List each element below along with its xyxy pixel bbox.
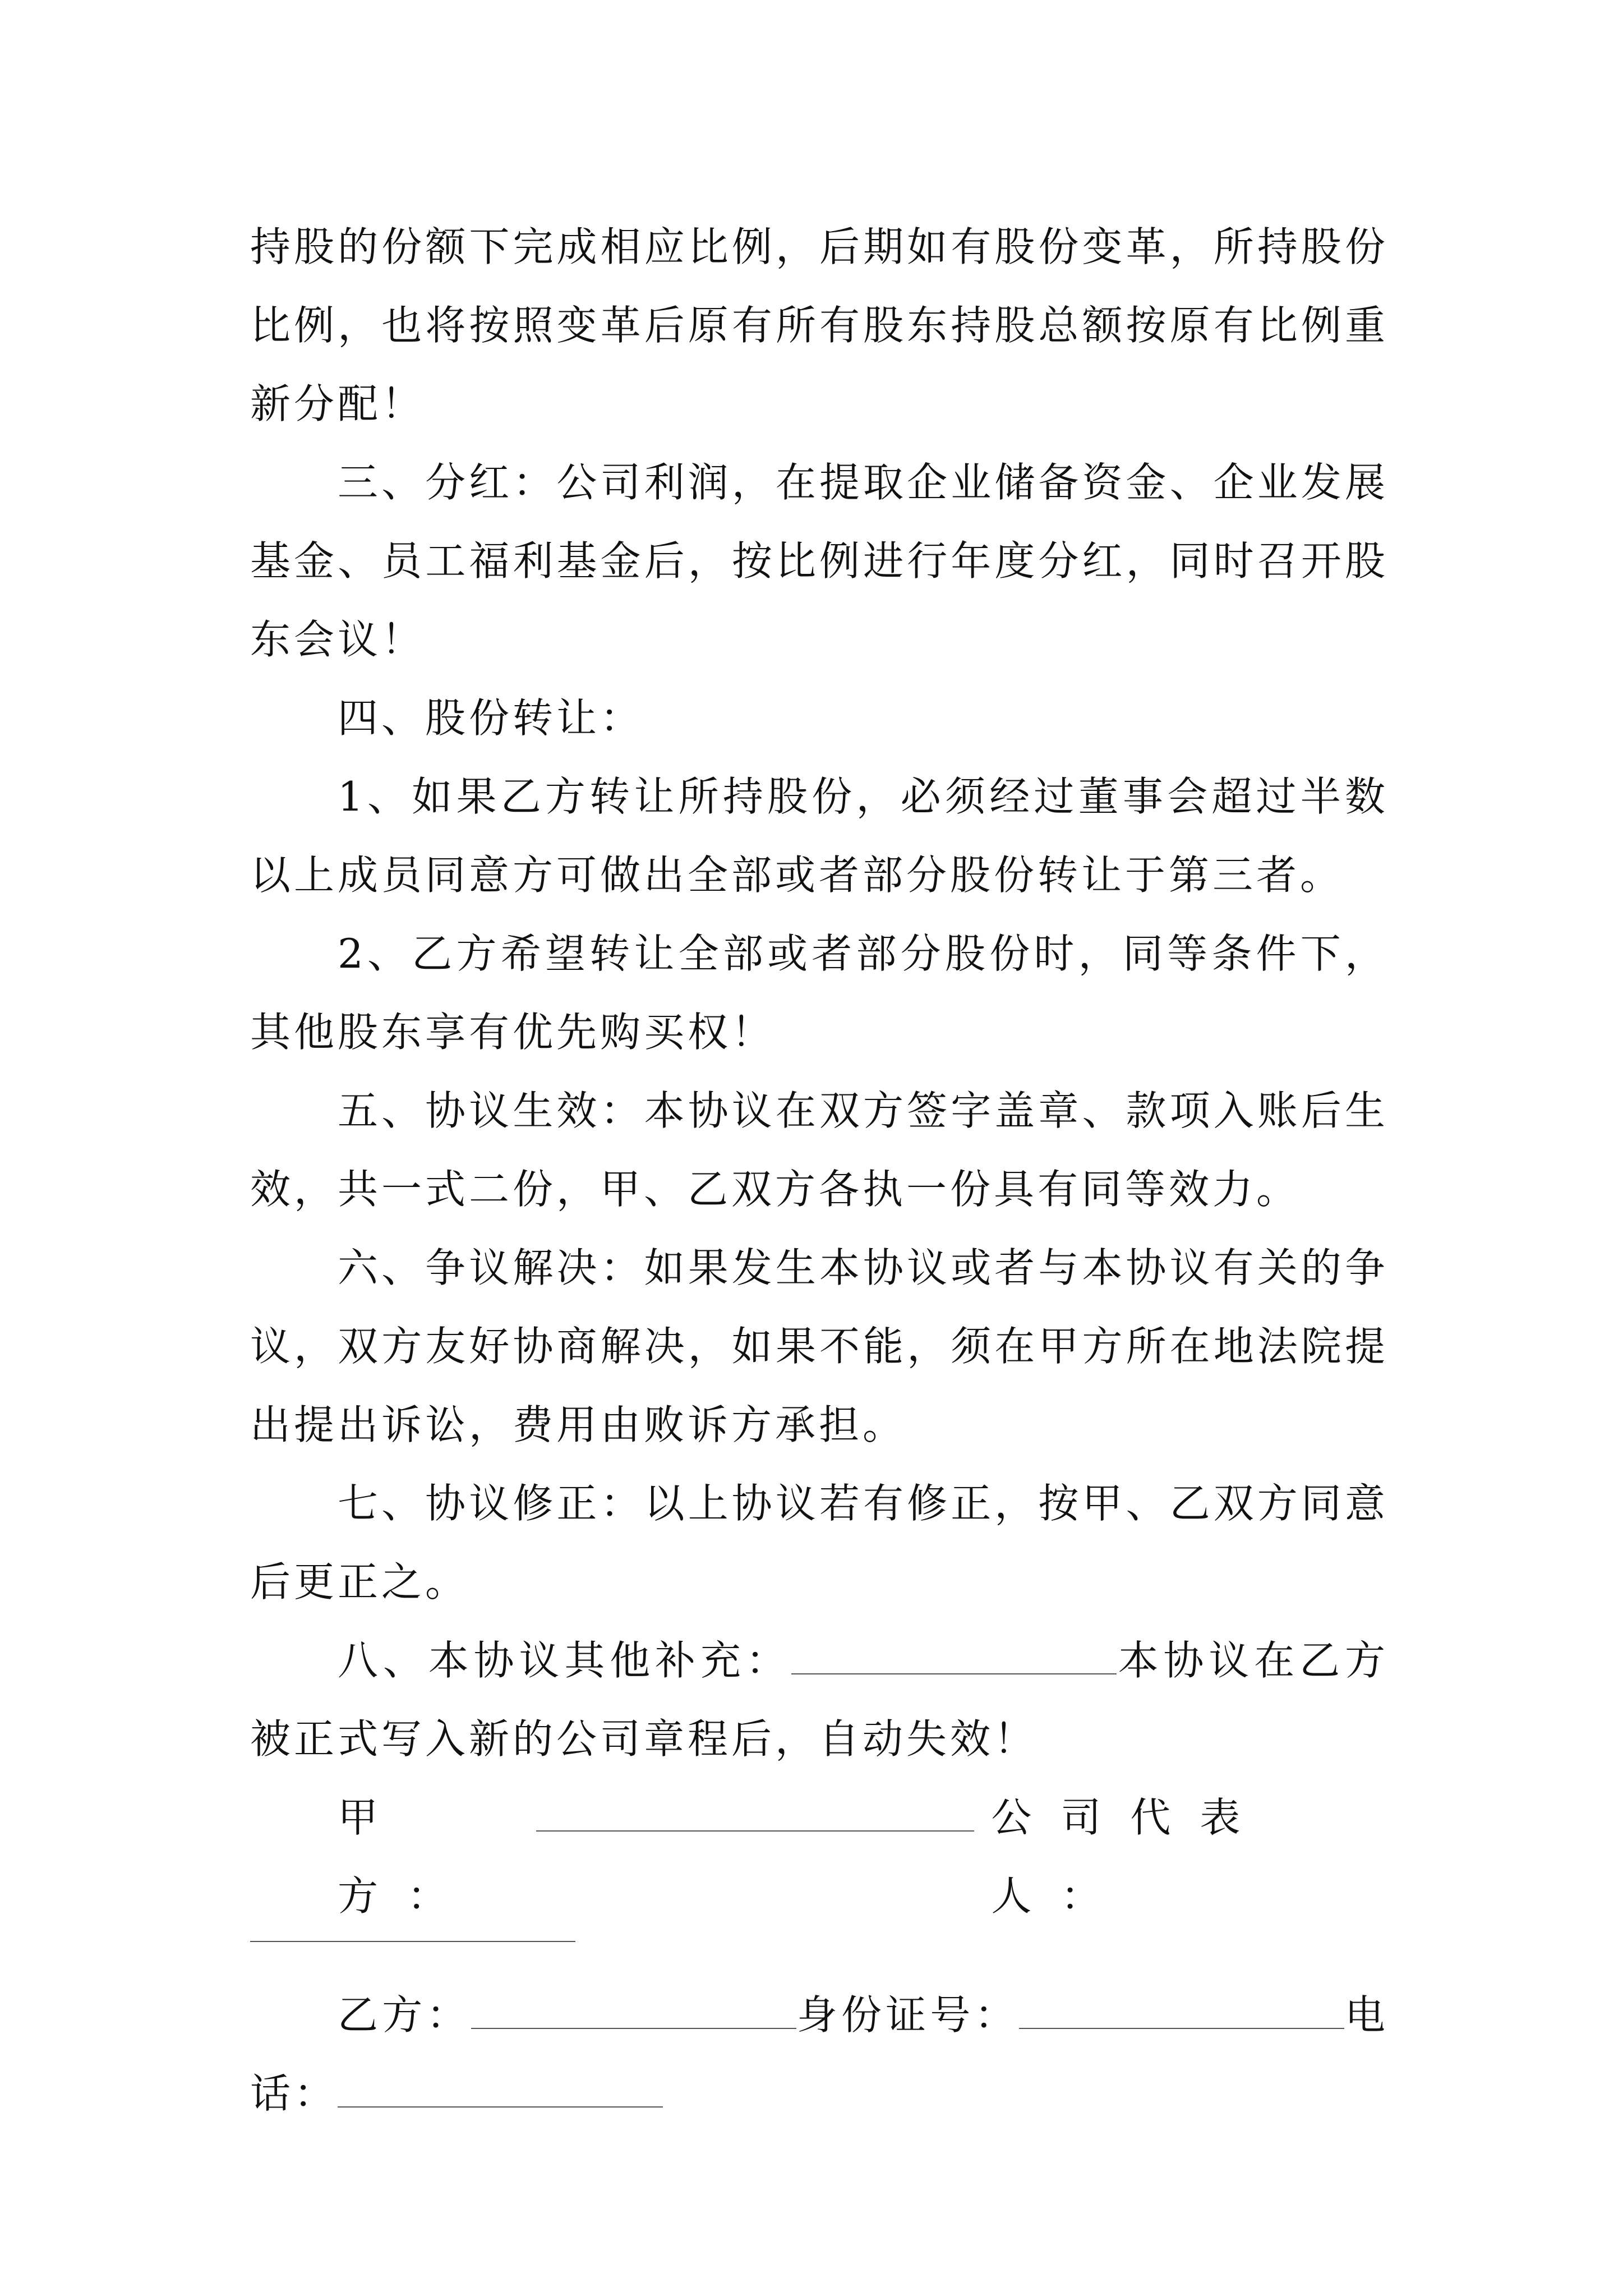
party-b-label: 乙方： — [338, 1991, 471, 2039]
paragraph-transfer-item-1: 1、如果乙方转让所持股份，必须经过董事会超过半数以上成员同意方可做出全部或者部分股份转让于第三者。 — [250, 773, 1389, 899]
id-number-label: 身份证号： — [796, 1991, 1019, 2039]
representative-label: 公司代表人： — [991, 1794, 1270, 1920]
representative-blank-line[interactable] — [250, 1941, 575, 1942]
party-a-blank-line[interactable] — [536, 1797, 974, 1832]
paragraph-share-transfer-heading: 四、股份转让： — [338, 694, 644, 742]
document-page — [250, 208, 1389, 2133]
supplement-suffix: 本协议在乙方被正式写入新的公司章程后，自动失效！ — [250, 1637, 1389, 1763]
supplement-blank-line[interactable] — [791, 1640, 1117, 1674]
paragraph-effectiveness: 五、协议生效：本协议在双方签字盖章、款项入账后生效，共一式二份，甲、乙双方各执一份具有同等效力。 — [250, 1087, 1389, 1213]
paragraph-continuation: 持股的份额下完成相应比例，后期如有股份变革，所持股份比例，也将按照变革后原有所有股东持股总额按原有比例重新分配！ — [250, 223, 1389, 427]
paragraph-supplement — [250, 1621, 1389, 1778]
party-b-blank-line[interactable] — [471, 1994, 796, 2029]
phone-blank-line[interactable] — [338, 2073, 663, 2108]
supplement-prefix: 八、本协议其他补充： — [338, 1637, 791, 1684]
signature-party-b — [250, 1976, 1389, 2054]
phone-label-part1: 电 — [1344, 1991, 1389, 2039]
id-number-blank-line[interactable] — [1019, 1994, 1344, 2029]
signature-party-b-phone — [250, 2054, 1389, 2133]
paragraph-dividends: 三、分红：公司利润，在提取企业储备资金、企业发展基金、员工福利基金后，按比例进行年度分红，同时召开股东会议！ — [250, 459, 1389, 663]
party-a-label: 甲方： — [338, 1794, 477, 1920]
paragraph-amendment: 七、协议修正：以上协议若有修正，按甲、乙双方同意后更正之。 — [250, 1480, 1389, 1605]
phone-label-part2: 话： — [250, 2070, 338, 2117]
paragraph-transfer-item-2: 2、乙方希望转让全部或者部分股份时，同等条件下，其他股东享有优先购买权！ — [250, 930, 1389, 1056]
paragraph-dispute-resolution: 六、争议解决：如果发生本协议或者与本协议有关的争议，双方友好协商解决，如果不能，须在甲方所在地法院提出提出诉讼，费用由败诉方承担。 — [250, 1244, 1389, 1448]
signature-party-a — [250, 1778, 1389, 1935]
